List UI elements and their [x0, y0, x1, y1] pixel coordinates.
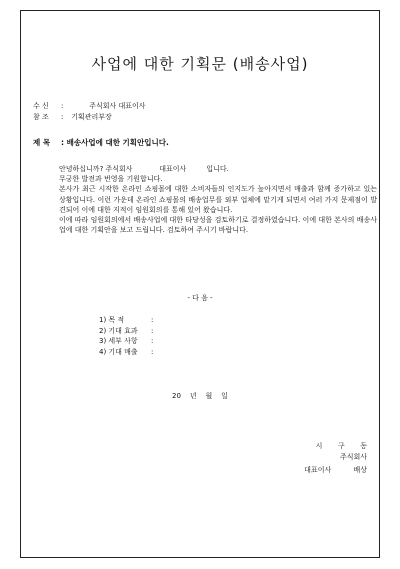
subject-row	[33, 137, 169, 148]
body-line: 안녕하십니까? 주식회사 대표이사 입니다.	[59, 165, 229, 173]
sign-title: 대표이사 배상	[304, 466, 367, 474]
reference-label: 참 조	[33, 113, 49, 121]
body-paragraph: 본사가 최근 시작한 온라인 쇼핑몰에 대한 소비자들의 인지도가 높아지면서 매출과 함께 증가하고 있는 상황입니다. 이런 가운데 온라인 쇼핑몰의 배송업무를 외부 업체에 맡기게 되면서 여러 가지 문제점이 발견되어 이에 대한 지적이 임원회의를 통해 있어 왔습니다.	[59, 185, 377, 214]
document-body	[59, 164, 377, 235]
reference-colon: :	[61, 113, 64, 121]
item-value: :	[151, 347, 154, 356]
separator: - 다 음 -	[187, 294, 213, 302]
recipient-colon: :	[61, 102, 64, 110]
date-line: 20 년 월 일	[172, 392, 228, 400]
reference-row	[33, 112, 112, 122]
item-label: 2) 기대 효과	[99, 326, 138, 335]
body-paragraph: 이에 따라 임원회의에서 배송사업에 대한 타당성을 검토하기로 결정하였습니다. 이에 대한 본사의 배송사업에 대한 기획안을 보고 드립니다. 검토하여 주시기 바랍니다.	[59, 216, 377, 235]
recipient-row	[33, 101, 146, 111]
item-value: :	[151, 337, 154, 345]
sign-address: 시 구 동	[315, 442, 367, 450]
body-line: 무궁한 발전과 번영을 기원합니다.	[59, 175, 163, 184]
item-value: :	[151, 326, 154, 335]
item-label: 4) 기대 매출	[99, 347, 138, 356]
list-item	[99, 347, 153, 358]
document-title: 사업에 대한 기획문 (배송사업)	[91, 55, 309, 73]
recipient-value: 주식회사 대표이사	[89, 102, 146, 110]
recipient-label: 수 신	[33, 102, 49, 110]
item-value: :	[151, 316, 154, 324]
item-list	[99, 315, 153, 357]
reference-value: 기획관리부장	[71, 113, 112, 121]
subject-colon: :	[61, 138, 67, 147]
list-item	[99, 315, 153, 326]
list-item	[99, 326, 153, 337]
subject-label: 제 목	[33, 138, 51, 147]
subject-value: 배송사업에 대한 기획안입니다.	[66, 138, 169, 147]
list-item	[99, 336, 153, 347]
item-label: 1) 목 적	[99, 316, 125, 324]
item-label: 3) 세부 사항	[99, 337, 138, 345]
sign-company: 주식회사	[339, 453, 367, 461]
document-page	[20, 10, 380, 558]
